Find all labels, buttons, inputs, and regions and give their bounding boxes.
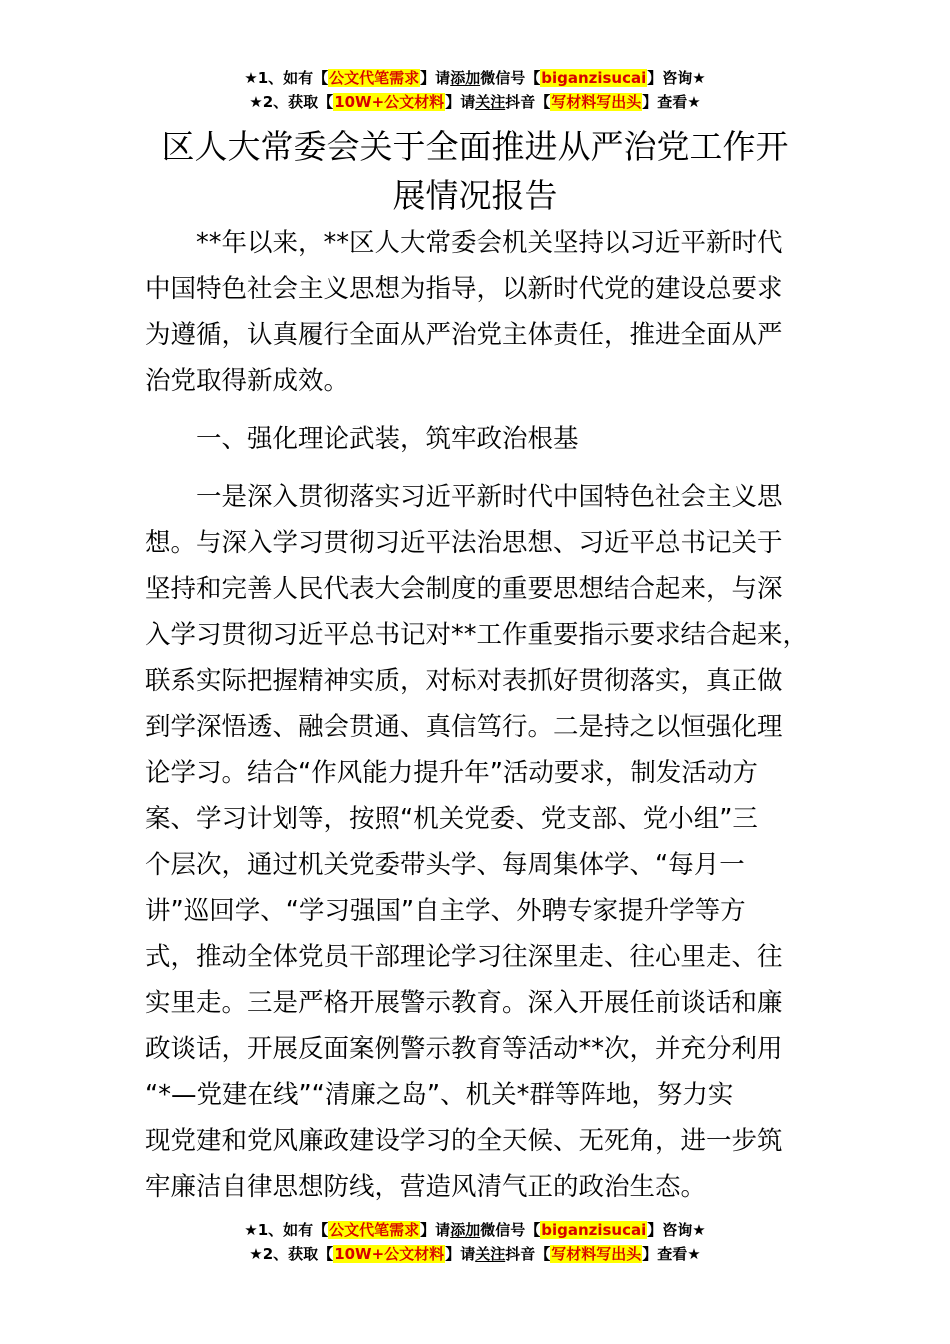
text-line: 中国特色社会主义思想为指导，以新时代党的建设总要求 [145, 274, 783, 304]
text-line: 联系实际把握精神实质，对标对表抓好贯彻落实，真正做 [145, 666, 783, 696]
section-heading: 一、强化理论武装，筑牢政治根基 [145, 424, 579, 454]
text-line: 牢廉洁自律思想防线，营造风清气正的政治生态。 [145, 1172, 707, 1202]
text-line: 个层次，通过机关党委带头学、每周集体学、“每月一 [145, 850, 745, 880]
banner-text: 微信号【 [480, 1221, 541, 1239]
banner-highlight: biganzisucai [541, 69, 647, 87]
banner-line-2 [0, 1242, 950, 1266]
text-line: 想。与深入学习贯彻习近平法治思想、习近平总书记关于 [145, 528, 783, 558]
banner-highlight: biganzisucai [541, 1221, 647, 1239]
banner-text: 】咨询★ [647, 69, 706, 87]
document-body [145, 220, 810, 1210]
banner-line-1 [0, 66, 950, 90]
text-line: 式，推动全体党员干部理论学习往深里走、往心里走、往 [145, 942, 783, 972]
banner-text: 微信号【 [480, 69, 541, 87]
text-line: 现党建和党风廉政建设学习的全天候、无死角，进一步筑 [145, 1126, 783, 1156]
banner-text: 抖音【 [505, 93, 551, 111]
banner-line-2 [0, 90, 950, 114]
banner-text: 】请 [445, 1245, 476, 1263]
document-title [145, 122, 805, 220]
text-line: 案、学习计划等，按照“机关党委、党支部、党小组”三 [145, 804, 758, 834]
text-line: 讲”巡回学、“学习强国”自主学、外聘专家提升学等方 [145, 896, 746, 926]
banner-underline: 添加 [450, 1221, 481, 1239]
banner-text: ★1、如有【 [244, 1221, 329, 1239]
text-line: 治党取得新成效。 [145, 366, 350, 396]
banner-highlight: 10W+公文材料 [334, 1245, 445, 1263]
banner-underline: 关注 [475, 1245, 506, 1263]
banner-line-1 [0, 1218, 950, 1242]
banner-text: 】咨询★ [647, 1221, 706, 1239]
section1-paragraph [145, 474, 810, 1210]
bottom-banner [0, 1218, 950, 1266]
text-line: 政谈话，开展反面案例警示教育等活动**次，并充分利用 [145, 1034, 783, 1064]
banner-text: ★2、获取【 [249, 93, 334, 111]
banner-highlight: 公文代笔需求 [329, 1221, 420, 1239]
title-line: 展情况报告 [392, 176, 558, 215]
banner-underline: 添加 [450, 69, 481, 87]
banner-highlight: 写材料写出头 [551, 1245, 642, 1263]
banner-highlight: 10W+公文材料 [334, 93, 445, 111]
text-line: 论学习。结合“作风能力提升年”活动要求，制发活动方 [145, 758, 758, 788]
banner-text: 抖音【 [505, 1245, 551, 1263]
top-banner [0, 66, 950, 114]
banner-text: 】请 [445, 93, 476, 111]
text-line: 坚持和完善人民代表大会制度的重要思想结合起来，与深 [145, 574, 783, 604]
text-line: “*—党建在线”“清廉之岛”、机关*群等阵地，努力实 [145, 1080, 734, 1110]
banner-text: 】查看★ [642, 1245, 701, 1263]
text-line: 一是深入贯彻落实习近平新时代中国特色社会主义思 [145, 482, 783, 512]
banner-text: 】请 [420, 1221, 451, 1239]
banner-text: ★2、获取【 [249, 1245, 334, 1263]
banner-highlight: 公文代笔需求 [329, 69, 420, 87]
banner-text: 】请 [420, 69, 451, 87]
intro-paragraph [145, 220, 810, 404]
paragraph-gap [145, 404, 810, 416]
text-line: 为遵循，认真履行全面从严治党主体责任，推进全面从严 [145, 320, 783, 350]
banner-text: 】查看★ [642, 93, 701, 111]
paragraph-gap [145, 462, 810, 474]
banner-highlight: 写材料写出头 [551, 93, 642, 111]
title-line: 区人大常委会关于全面推进从严治党工作开 [161, 127, 789, 166]
banner-underline: 关注 [475, 93, 506, 111]
banner-text: ★1、如有【 [244, 69, 329, 87]
text-line: 到学深悟透、融会贯通、真信笃行。二是持之以恒强化理 [145, 712, 783, 742]
text-line: 入学习贯彻习近平总书记对**工作重要指示要求结合起来， [145, 620, 809, 650]
text-line: **年以来，**区人大常委会机关坚持以习近平新时代 [145, 228, 783, 258]
text-line: 实里走。三是严格开展警示教育。深入开展任前谈话和廉 [145, 988, 783, 1018]
